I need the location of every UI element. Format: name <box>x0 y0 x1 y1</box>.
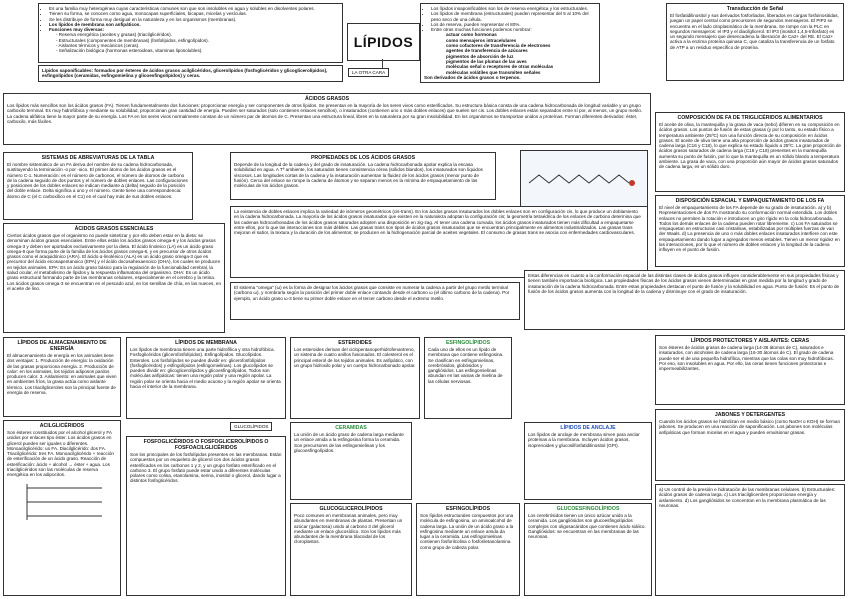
nomenclature-text: El nombre sistemático de un FA deriva del nombre de su cadena hidrocarbonada, sustituyendo la terminación -o por -oico. El primer átomo de los ácidos grasos es el número C-1. Numeración: es el número de carbonos, el número de átomos de carbono de la cadena seguido de dos puntos y el número de dobles enlaces. Las configuraciones y posiciones de los dobles enlaces se indican mediante Δ (delta) seguido de la posición del doble enlace. Delta significa a uno y el número. Gente tiene una correspondencia: átomo de C (el C carboxílico en el C1) en el cual hay más de sus dobles enlaces. <box>7 162 188 199</box>
omega-system-box <box>230 282 520 320</box>
sphingolipids-side-title: ESFINGOLÍPIDOS <box>445 340 491 346</box>
ceramides-box <box>290 422 412 500</box>
steroids-title: ESTEROIDES <box>338 340 372 346</box>
tag-glucolipidos: GLUCOLÍPIDOS <box>230 422 272 431</box>
glycoglycerolipids-box <box>290 503 412 596</box>
intro-line: • Se les distribuye de forma muy desigual en la naturaleza y en los organismos (membranas). <box>49 17 339 22</box>
functions-list <box>424 6 596 32</box>
intro-line: • Tienen su forma, se conocen como agua, monocapas superficiales, bicapas, micelas y vesículas. <box>49 11 339 16</box>
sphingolipids-side-text: Cada uno de ellos es un lípido de membrana que contiene esfingosina. Se clasifican en esfingomielinas, cerebrósidos, globósidos y gangliósidos. Las esfingomielinas abundan en las vainas de mielina de las células nerviosas. <box>428 347 504 384</box>
glycosphingolipids-title: GLUCOESFINGOLÍPIDOS <box>556 506 620 512</box>
transduction-box <box>666 3 844 81</box>
intro-line: - Reserva energética (aceites y grasas) (triacilglicéridos). <box>56 32 172 38</box>
waxes-text: Son ésteres de ácidos grasos de cadena larga (14-36 átomos de C), saturados e insaturados, con alcoholes de cadena larga (16-30 átomos de C). El grado de cadena puede ser el de una pequeña hidrofílica, mientras que las colas son muy hidrofóbicas. Por eso, son insolubles en agua. Por ello, las ceras tienen funciones protectoras e impermeabilizantes. <box>659 345 834 372</box>
function-line: moléculas volátiles que transmiten señales <box>446 69 541 75</box>
ceramides-title: CERAMIDAS <box>335 425 367 431</box>
function-line: moléculas señal o receptores de otras moléculas <box>446 64 554 70</box>
omega-system-text: El sistema "omega" (ω) es la forma de designar los ácidos grasos que consiste en numerar la cadena a partir del grupo metilo terminal (carbono ω), y nombrarla según la posición del primer doble enlace contando desde el carbono ω (el último carbono de la cadena). Por ejemplo, un ácido graso ω-3 tiene su primer doble enlace en el tercer carbono desde el extremo metilo. <box>234 285 510 301</box>
function-line: • Los de reserva, pueden representar el 80%. <box>431 22 596 27</box>
essential-box <box>3 223 225 333</box>
packing-box <box>655 195 845 267</box>
steroids-box <box>290 337 420 419</box>
transduction-title: Transducción de Señal <box>726 6 784 12</box>
cis-trans-text: La existencia de dobles enlaces implica la variedad de isómeros geométricos (cis-trans). En los ácidos grasos insaturados los dobles enlaces son en configuración cis, lo que produce un doblamiento en la cadena hidrocarbonada. La mayoría de los ácidos grasos insaturados que existen en la naturaleza adoptan la configuración cis; la geometría tetraédrica de los enlaces de carbono determina que las cadenas hidrocarbonadas de los ácidos grasos saturados adopten una disposición en zig-zag. Al tener una cadena curvada, los ácidos grasos insaturados tienen más dificultad a empaquetarse entre ellos, por lo que las interacciones son más débiles. Las grasas trans son tipos de ácidos grasos insaturados que se encuentran principalmente en alimentos industrializados. Las grasas trans mejoran el sabor, la textura y la duración de los alimentos; se producen en la hidrogenación parcial de aceites vegetales. El consumo de grasas trans se asocia con enfermedades cardiovasculares. <box>234 209 641 236</box>
waxes-title: LÍPIDOS PROTECTORES Y AISLANTES: CERAS <box>690 338 810 344</box>
composition-box <box>655 112 845 192</box>
function-line: pigmentos de las plumas de las aves <box>446 58 527 64</box>
glycoglycerolipids-title: GLUCOGLICEROLÍPIDOS <box>319 506 383 512</box>
phosphoglycerides-box <box>126 436 286 596</box>
function-line: como mensajeros intracelulares <box>446 37 517 43</box>
cis-trans-box <box>230 206 648 278</box>
intro-list <box>42 6 339 32</box>
fatty-acid-structure-figure <box>520 150 648 212</box>
acylglycerides-title: ACILGLICÉRIDOS <box>39 423 85 429</box>
intro-line: - Señalización biológica (hormonas esteroideas, vitaminas liposolubles). <box>56 48 203 54</box>
zigzag-chain-icon <box>524 153 644 208</box>
composition-text: El aceite de oliva, la mantequilla y la grasa de vaca (sebo) difieren en su composición en ácidos grasos. Los puntos de fusión de estas grasas (y por lo tanto, su estado físico a temperatura ambiente (25ºC) son una función directa de su composición en ácidos grasos. El aceite de oliva tiene una alta proporción de ácidos grasos insaturados de cadena larga (C16 y C18), lo que explica su estado líquido a 25ºC. La gran proporción de ácidos grasos saturados de cadena larga (C16 y C18) presentes en la mantequilla aumenta su punto de fusión, por lo que la mantequilla es un sólido blando a temperatura ambiente. La grasa de vaca, con una proporción aún mayor de ácidos grasos saturados de cadena larga, es un sólido duro. <box>659 122 841 170</box>
intro-line: - Aislantes térmicos y mecánicos (ceras). <box>56 43 140 49</box>
fatty-acids-title: ÁCIDOS GRASOS <box>304 96 350 102</box>
function-line: Son derivados de ácidos grasos o terpenos. <box>424 74 521 80</box>
glycosphingolipids-box <box>524 503 652 596</box>
glycerol-structure-icon <box>7 478 115 526</box>
glycosphingolipids-text: Los cerebrósidos tienen un único azúcar unido a la ceramida. Los gangliósidos son glucoesfingolípidos complejos con oligosacáridos que contienen ácido siálico. Gangliósidos: se encuentran en las membranas de las neuronas. <box>528 513 646 540</box>
packing-title: DISPOSICIÓN ESPACIAL Y EMPAQUETAMIENTO DE LOS FA <box>675 198 825 204</box>
functions-box <box>420 3 600 83</box>
sphingolipids-text: Son lípidos estructurales compuestos por una molécula de esfingosina, un aminoalcohol de cadena larga. La unión de un ácido graso a la esfingosina mediante un enlace amida da lugar a la ceramida. Las esfingomielinas contienen fosforilcolina o fosforiletanolamina como grupo de cabeza polar. <box>420 513 514 550</box>
summary-box <box>655 484 845 596</box>
packing-text: El nivel de empaquetamiento de los FA depende de su grado de insaturación. a) y b) Representaciones de dos FA mostrando su conformación normal extendida. Los dobles enlaces no permiten la rotación e introducen un giro rígido en la cola hidrocarbonada. Todos los demás enlaces de la cadena pueden rotar libremente. c) Los FA saturados se empaquetan en estructuras casi cristalinas, estabilizadas por múltiples fuerzas de van der Waals. d) La presencia de uno o más dobles enlaces insaturados interfiere con este empaquetamiento dando lugar a agregados menos estables. Tienen un menor rigidez en las interacciones, por lo que el número de dobles enlaces y la longitud de la cadena influyen en el punto de fusión. <box>659 205 840 253</box>
saponificable-text: Lípidos saponificables: formados por ésteres de ácidos grasos acilglicéridos, glicerolípidos (fosfoglicéridos y glicoglicerolípidos), esfingolípidos (ceramidas, esfingomielina y glicoesfingolípidos) y ceras. <box>42 68 328 79</box>
properties-box <box>230 152 496 200</box>
fatty-acids-box <box>3 93 651 145</box>
anchor-lipids-box <box>524 422 652 500</box>
intro-line: • Es una familia muy heterogénea cuyas características comunes son que son insolubles en agua y solubles en disolventes polares. <box>49 6 339 11</box>
reserve-box <box>3 337 121 417</box>
sphingolipids-title: ESFINGOLÍPIDOS <box>445 506 491 512</box>
function-line: pigmentos de absorción de luz <box>446 53 514 59</box>
membrane-text: Los lípidos de membrana tienen una parte hidrofílica y otra hidrofóbica. Fosfoglicéridos (glicerofosfolípidos). Esfingolípidos. Glucolípidos. Esteroles. Los fosfolípidos se pueden dividir en: glicerofosfolípidos (fosfoglicéridos) y esfingolípidos (esfingomielinas). Los glucolípidos se pueden dividir en: glicoglicerolípidos y glicoesfingolípidos. Todos son moléculas anfipáticas: tienen una región polar y una región apolar. La región polar se orienta hacia el medio acuoso y la región apolar se orienta hacia el interior de la membrana. <box>130 347 281 390</box>
fatty-acids-text: Los lípidos más sencillos son los ácidos grasos (FA). Tienen fundamentalmente dos funciones: proporcionar energía y ser componentes de otros lípidos. Se presentan en la mayoría de los seres vivos como esterificados. Su estructura básica consta de una cadena hidrocarbonada de longitud variable y un grupo carboxilo terminal. Es muy hidrofóbica y mediante su solubilidad, proporcionan gran cantidad de energía. Pueden ser saturados (solo contienen enlaces sencillos), o insaturados (contienen uno o más dobles enlaces) que suelen ser cis. Los dobles enlaces están separados entre sí por, al menos, un grupo metilo. La cadena alifática tiene la mayor parte de su energía. Los FA en los seres vivos normalmente constan de un número par de átomos de C. Presentan una estructura lineal, libres en la naturaleza por su gran insolubilidad. En los organismos se transportan unidos a proteínas. Forman diferentes derivados: éster, carboxilo, más fáciles. <box>7 103 643 124</box>
intro-line: - Estructurales (componentes de membranas) (fosfolípidos, esfingolípidos). <box>56 37 209 43</box>
phosphoglycerides-text: Son los principales de los fosfolípidos presentes en las membranas. Están compuestos por un esqueleto de glicerol con dos ácidos grasos esterificados en los carbonos 1 y 2, y un grupo fosfato esterificado en el carbono 3. El grupo fosfato puede estar unido a diferentes moléculas polares como colina, etanolamina, serina, inositol o glicerol, dando lugar a distintos fosfoglicéridos. <box>130 452 282 484</box>
glycoglycerolipids-text: Poco comunes en membranas animales, pero muy abundantes en membranas de plantas. Presentan un azúcar (galactosa) unido al carbono 3 del glicerol mediante un enlace glucosídico. Son los lípidos más abundantes de la membrana tilacoidal de los cloroplastos. <box>294 513 403 545</box>
reserve-text: El almacenamiento de energía en los animales tiene dos ventajas: 1. Producción de energía: la oxidación de las grasas proporciona energía. 2. Producción de calor: en los animales, los tejidos adiposos pardos producen calor. 3. Aislamiento: en animales que viven en ambientes fríos, la grasa actúa como aislante térmico. Los triacilgliceroles son la principal fuente de energía de reserva. <box>7 353 117 396</box>
nomenclature-box <box>3 152 193 220</box>
physical-properties-text: Estas diferencias en cuanto a la conformación espacial de las distintas clases de ácidos grasos influyen considerablemente en sus propiedades físicas y tienen también importancia biológica. Las propiedades físicas de los ácidos grasos vienen determinadas en gran medida por la longitud y grado de insaturación de la cadena hidrocarbonada. Entre estas propiedades destacan el punto de fusión y la solubilidad en agua. Punto de fusión: Es el punto de fusión de los ácidos grasos aumenta con la longitud de la cadena y disminuye con el grado de insaturación. <box>528 273 840 294</box>
essential-text: Ciertos ácidos grasos que el organismo no puede sintetizar y por ello deben estar en la dieta: se denominan ácidos grasos esenciales. Entre ellos están los ácidos grasos omega-6 y los ácidos grasos omega-3 y deben ser aportados exclusivamente por la dieta. El ácido linoleico (LA) es un ácido graso omega-6 que forma parte de la familia de los ácidos grasos omega-6, y es precursor de otros ácidos grasos como el araquidónico (ARA). El ácido α-linolénico (ALA) es un ácido graso omega-3 que es precursor del ácido eicosapentanoico (EPA) y el ácido docosahexaenoico (DHA), los cuales se producen en tejidos animales. EPA: Es un ácido graso básico para la regulación de la funcionalidad cerebral, la salud ocular, el metabolismo de lípidos y la respuesta inflamatoria del organismo. DHA: Es un ácido graso estructural formando parte de las membranas celulares, especialmente en el cerebro y la retina. Los ácidos grasos omega-3 se encuentran en el pescado azul, en los semillas de chía, en las nueces, en el aceite de lino. <box>7 233 221 291</box>
soaps-text: Cuando los ácidos grasos se hidrolizan en medio básico (como NaOH o KOH) se forman jabones. Se producen en una reacción de saponificación. Los jabones son moléculas anfipáticas que forman micelas en el agua y pueden emulsionar grasas. <box>659 419 841 435</box>
tag-la-otra-cara: LA OTRA CARA <box>348 68 389 77</box>
intro-line: • Los lípidos de membrana son anfipáticos. <box>49 22 339 27</box>
function-line: agentes de transferencia de azúcares <box>446 48 528 54</box>
intro-line: • Funciones muy diversas: <box>49 27 339 32</box>
phosphoglycerides-title: FOSFOGLICÉRIDOS O FOSFOGLICEROLÍPIDOS O FOSFOACILGLICÉRIDOS <box>143 439 269 451</box>
properties-text: Depende de la longitud de la cadena y del grado de insaturación. La cadena hidrocarbonada apolar explica la escasa solubilidad en agua. A Tª ambiente, los saturados tienen consistencia cérea (sólidos blandos), los insaturados son líquidos viscosos. Las longitudes cortas de la cadena y la insaturación aumentan la fluidez de los ácidos grasos (menor punto de fusión). Cerca del enlace se rompe la cadena de átomos y se separan menos en la mínima de empaquetamiento de las moléculas de los ácidos grasos. <box>234 162 483 189</box>
nomenclature-title: SISTEMAS DE ABREVIATURAS DE LA TABLA <box>41 155 155 161</box>
sphingolipids-side-box <box>424 337 512 419</box>
function-line: actuar como hormonas <box>446 32 497 38</box>
acylglycerides-box <box>3 420 121 596</box>
intro-box <box>38 3 343 63</box>
physical-properties-box <box>524 270 845 330</box>
properties-title: PROPIEDADES DE LOS ÁCIDOS GRASOS <box>310 155 416 161</box>
essential-title: ÁCIDOS GRASOS ESENCIALES <box>74 226 154 232</box>
sphingolipids-box <box>416 503 520 596</box>
acylglycerides-text: Son ésteres constituidos por el alcohol glicerol y FA unidos por enlaces tipo éster. Los ácidos grasos en glicerol pueden ser iguales o diferentes. Monoacilglicérido: un FA. Diacilglicérido: dos FA. Triacilglicérido: tres FA. Monoacilglicérido + reacción de esterificación de un ácido graso. Reacción de esterificación: ácido + alcohol → éster + agua. Los triacilglicéridos son las moléculas de reserva energética en los adipocitos. <box>7 430 114 478</box>
soaps-title: JABONES Y DETERGENTES <box>714 412 786 418</box>
membrane-title: LÍPIDOS DE MEMBRANA <box>175 340 237 346</box>
function-line: • Los lípidos insaponificables son los de reserva energética y los estructurales. <box>431 6 596 11</box>
function-line: • Entre otras muchas funciones podemos nombrar: <box>431 27 596 32</box>
anchor-lipids-title: LÍPIDOS DE ANCLAJE <box>560 425 616 431</box>
function-line: como cofactores de transferencia de electrones <box>446 43 551 49</box>
membrane-box <box>126 337 286 419</box>
ceramides-text: La unión de un ácido graso de cadena larga mediante un enlace amida a la esfingosina forma la ceramida. Son precursores de las esfingomielinas y los glucoesfingolípidos. <box>294 432 404 453</box>
saponificable-def <box>38 65 343 82</box>
steroids-text: Los esteroides derivan del ciclopentanoperhidrofenantreno, un sistema de cuatro anillos fusionados. El colesterol es el principal esterol de los tejidos animales. Es anfipático, con un grupo hidroxilo polar y un cuerpo hidrocarbonado apolar. <box>294 347 416 368</box>
function-line: • Los lípidos de membrana (estructurales) pueden representar del 5 al 10% del peso seco de una célula. <box>431 11 596 22</box>
summary-text: a) Un control de la presión e hidratación de las membranas celulares. b) Estructurales: ácidos grasos de cadena larga. c) Los triacilgliceroles proporcionan energía y aislamiento. d) Los gangliósidos se concentran en la membrana plasmática de las neuronas. <box>659 487 836 508</box>
waxes-box <box>655 335 845 405</box>
soaps-box <box>655 409 845 481</box>
reserve-title: LÍPIDOS DE ALMACENAMIENTO DE ENERGÍA <box>17 340 107 352</box>
transduction-text: El fosfatidilinositol y sus derivados fosforilados, liberados en cargas fosfoinositidas, juegan un papel central como precursores de segundos mensajeros. El PIP2 se encuentra en el lado citoplasmático de la membrana. Se rompe con la PLC en segundos mensajeros: el IP3 y el diacilglicerol. El IP3 (inositol 1,4,5-trifosfato) es un segundo mensajero que desencadena la liberación de Ca2+ del RE. El Ca2+ activa a la enzima proteína quinasa C, que cataliza la transferencia de un fosfato de ATP a un residuo específico de proteína. <box>670 13 839 50</box>
page-title: LÍPIDOS <box>347 23 420 61</box>
anchor-lipids-text: Los lípidos de anclaje de membrana sirven para anclar proteínas a la membrana. Incluyen ácidos grasos, isoprenoides y glucosilfosfatidilinositol (GPI). <box>528 432 640 448</box>
composition-title: COMPOSICIÓN DE FA DE TRIGLICÉRIDOS ALIMENTARIOS <box>677 115 823 121</box>
